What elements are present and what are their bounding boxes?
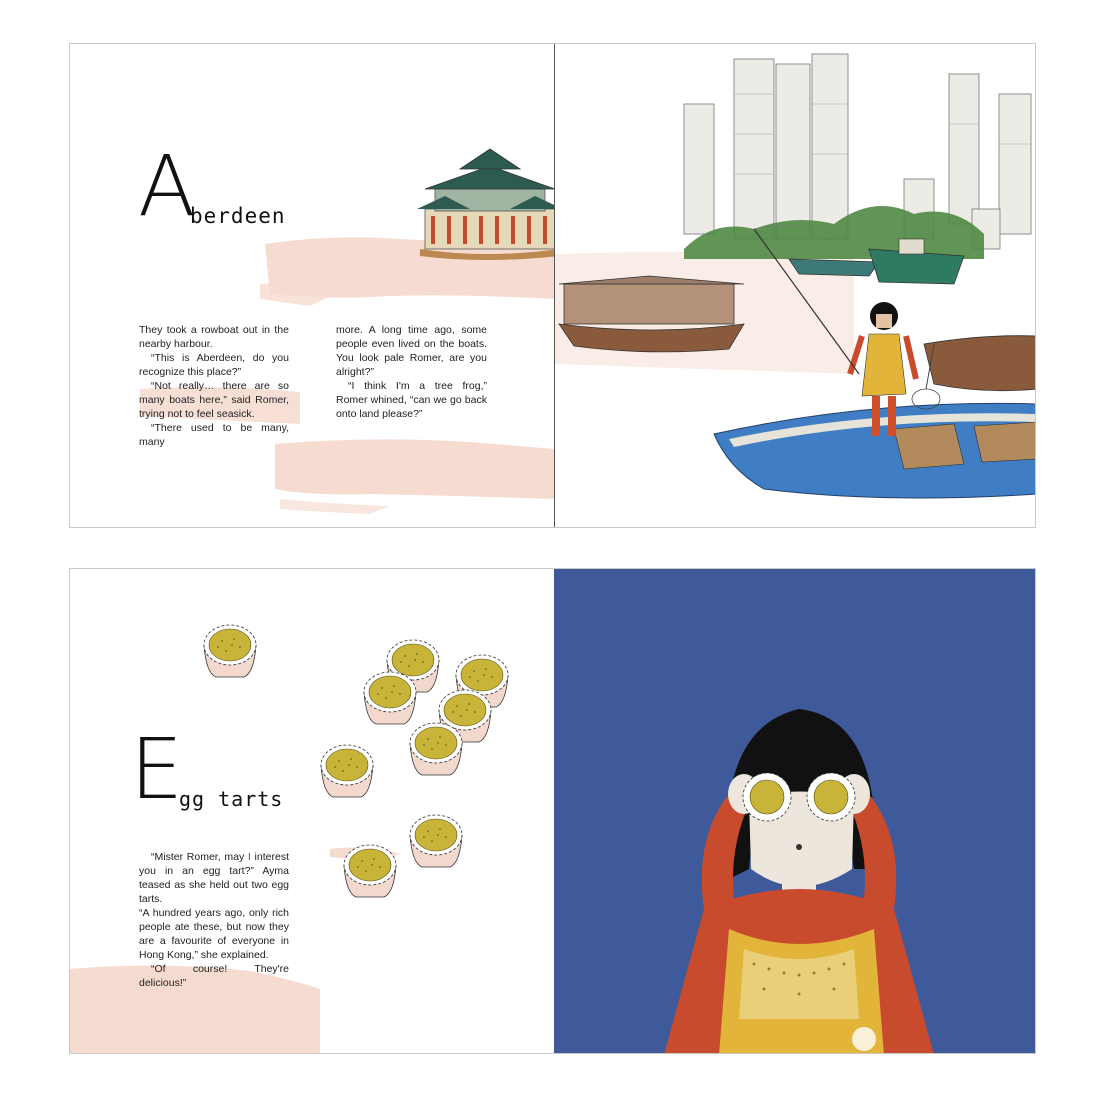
egg-tart <box>364 672 416 724</box>
aberdeen-right-page <box>554 44 1036 527</box>
egg-tarts-text <box>139 850 289 990</box>
floating-restaurant-illustration <box>70 44 554 527</box>
story-paragraph: “There used to be many, many <box>139 422 289 448</box>
story-paragraph: “Of course! They're delicious!” <box>139 963 289 989</box>
story-paragraph: more. A long time ago, some people even lived on the boats. You look pale Romer, are you alright?” <box>336 324 487 378</box>
story-paragraph: “Not really… there are so many boats here,” said Romer, trying not to feel seasick. <box>139 380 289 420</box>
egg-tarts-right-page <box>554 569 1036 1053</box>
story-text: “Mister Romer, may <box>151 851 248 863</box>
aberdeen-initial-letter: A <box>138 137 196 235</box>
story-highlight: I <box>247 851 251 863</box>
egg-tart <box>321 745 373 797</box>
spread-egg-tarts <box>69 568 1036 1054</box>
egg-tart <box>743 773 791 821</box>
story-paragraph: They took a rowboat out in the nearby harbour. <box>139 324 289 350</box>
egg-tarts-title-word: gg tarts <box>179 787 284 811</box>
egg-tart <box>344 845 396 897</box>
story-paragraph: “This is Aberdeen, do you recognize this place?” <box>139 352 289 378</box>
egg-tarts-initial-letter: E <box>130 720 184 818</box>
story-text: interest you in an egg tart?” Ayma teased as she held out two egg tarts. <box>139 851 289 905</box>
girl-with-tarts-illustration <box>554 569 1036 1053</box>
aberdeen-left-page <box>70 44 554 527</box>
egg-tart <box>410 723 462 775</box>
story-paragraph <box>139 850 289 906</box>
egg-tart <box>807 773 855 821</box>
story-paragraph: “A hundred years ago, only rich people ate these, but now they are a favourite of everyone in Hong Kong,” she explained. <box>139 907 289 961</box>
story-paragraph: “I think I'm a tree frog,” Romer whined, “can we go back onto land please?” <box>336 380 487 420</box>
egg-tart <box>410 815 462 867</box>
book-gutter <box>554 44 555 527</box>
egg-tart <box>204 625 256 677</box>
spread-aberdeen <box>69 43 1036 528</box>
aberdeen-title-word: berdeen <box>190 204 286 228</box>
harbour-illustration <box>554 44 1036 527</box>
egg-tarts-left-page <box>70 569 554 1053</box>
